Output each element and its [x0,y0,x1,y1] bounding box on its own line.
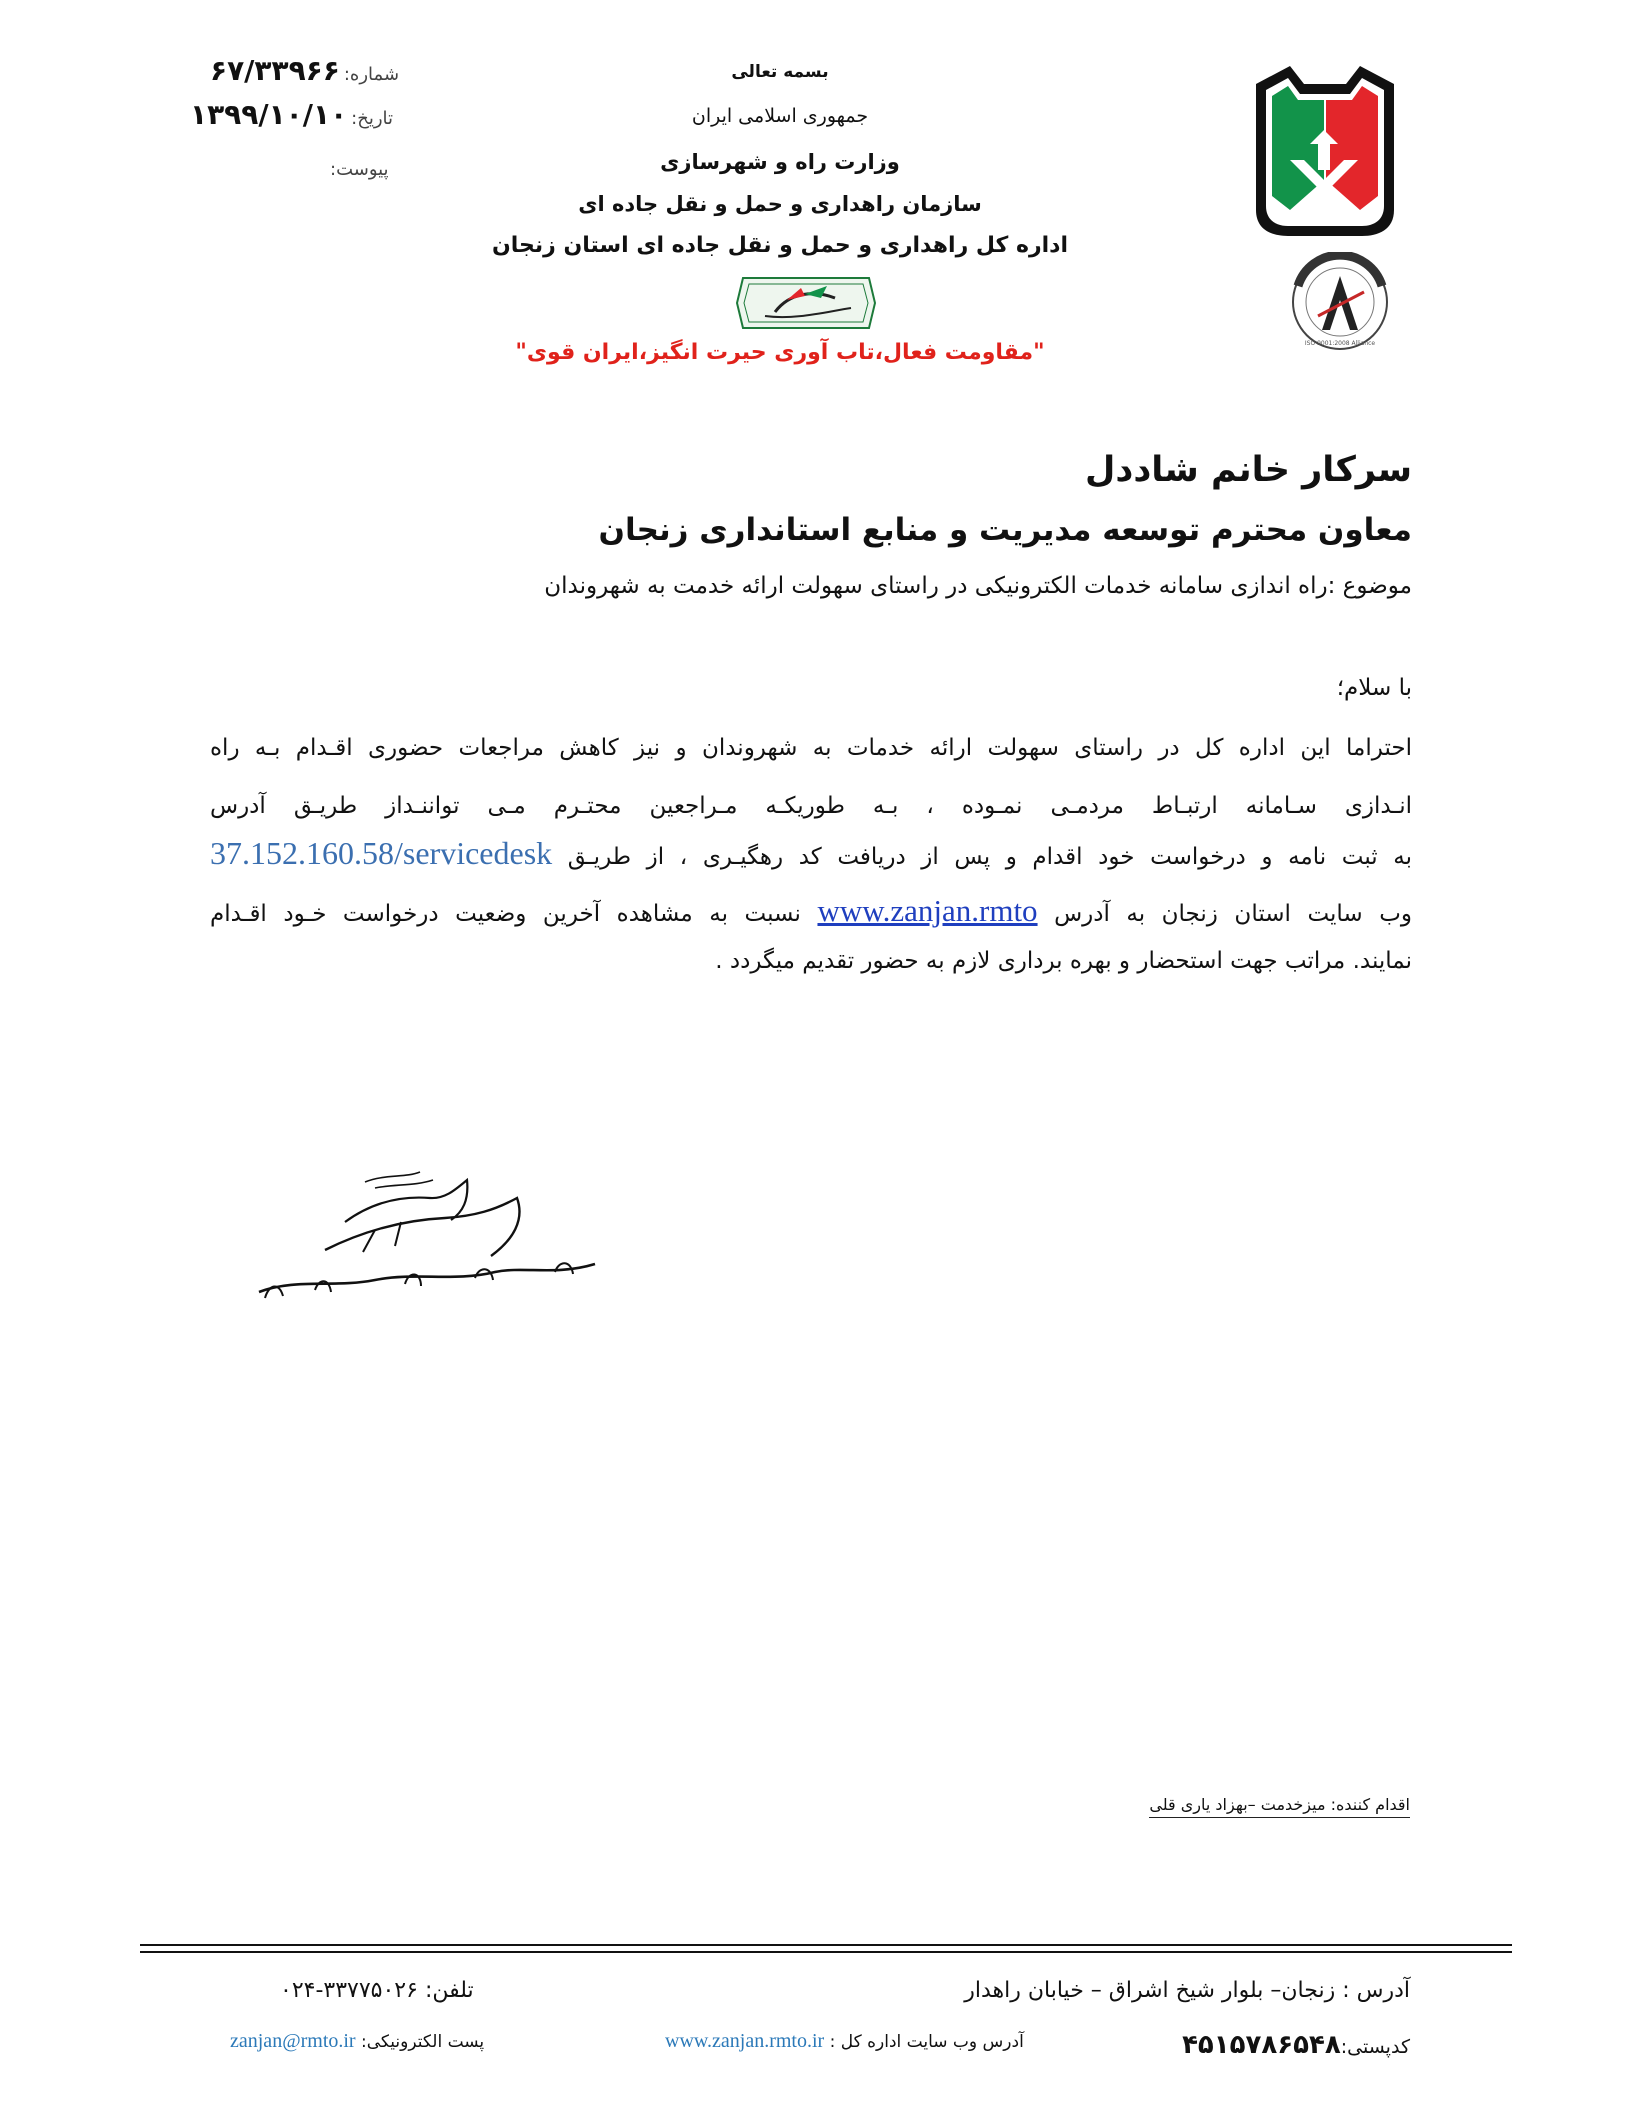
body-line-5: نمایند. مراتب جهت استحضار و بهره برداری لازم به حضور تقدیم میگردد . [715,948,1412,974]
republic-title: جمهوری اسلامی ایران [691,105,869,127]
letter-number-value: ۶۷/۳۳۹۶۶ [210,54,340,87]
action-by-line [1149,1795,1410,1818]
letter-date-row [190,98,393,131]
iso-seal-text: ISO 9001:2008 Alliance [1304,340,1376,347]
greeting: با سلام؛ [1336,675,1412,701]
footer-postcode-value: ۴۵۱۵۷۸۶۵۴۸ [1182,2030,1341,2060]
body-line-3 [210,835,1412,872]
letter-subject: موضوع :راه اندازی سامانه خدمات الکترونیکی در راستای سهولت ارائه خدمت به شهروندان [544,573,1412,599]
department-title: اداره کل راهداری و حمل و نقل جاده ای استان زنجان [491,233,1069,258]
footer-postcode [1182,2030,1410,2060]
letter-date-label: تاریخ: [351,108,394,129]
body-line-4-start: وب سایت استان زنجان به آدرس [1054,901,1412,927]
footer-postcode-label: کدپستی: [1340,2036,1410,2058]
action-by-label: اقدام کننده: [1330,1795,1410,1814]
action-by-value: میزخدمت –بهزاد یاری قلی [1149,1795,1326,1814]
iso-certification-seal-icon [1290,252,1390,352]
footer-email [230,2030,484,2053]
footer-website-label: آدرس وب سایت اداره کل : [829,2032,1024,2052]
body-line-2: انـدازی سـامانه ارتبـاط مردمـی نمـوده ، بـه طوریکـه مـراجعین محتـرم مـی تواننـداز طریـق آدرس [210,793,1412,819]
footer-phone-label: تلفن: [424,1978,474,2003]
footer-email-link[interactable]: zanjan@rmto.ir [230,2030,356,2052]
handwritten-signature [255,1160,615,1320]
footer-email-label: پست الکترونیکی: [361,2032,485,2052]
footer-website-link[interactable]: www.zanjan.rmto.ir [665,2030,825,2052]
footer-rule-bottom [140,1951,1512,1953]
road-maintenance-logo-icon [1250,60,1400,240]
footer-rule-top [140,1944,1512,1946]
attachment-row [330,158,389,180]
footer-phone-value: ۳۳۷۷۵۰۲۶-۰۲۴ [280,1978,418,2003]
letter-number-label: شماره: [343,64,400,85]
letter-number-row [210,54,399,87]
year-emblem-icon [735,272,877,334]
attachment-label: پیوست: [330,159,389,180]
ministry-title: وزارت راه و شهرسازی [660,150,900,174]
body-line-4 [210,893,1412,929]
body-line-4-end: نسبت به مشاهده آخرین وضعیت درخواست خـود اقـدام [210,901,801,927]
body-line-1: احتراما این اداره کل در راستای سهولت ارائه خدمات به شهروندان و نیز کاهش مراجعات حضوری اقـدام بـه راه [210,735,1412,761]
website-link[interactable]: www.zanjan.rmto [817,893,1038,928]
servicedesk-link[interactable]: 37.152.160.58/servicedesk [210,835,553,871]
bismillah: بسمه تعالی [731,62,829,82]
body-line-3-text: به ثبت نامه و درخواست خود اقدام و پس از دریافت کد رهگیـری ، از طریـق [567,844,1412,870]
footer-phone [280,1978,474,2003]
recipient-title: معاون محترم توسعه مدیریت و منابع استانداری زنجان [598,512,1412,548]
footer-address: آدرس : زنجان– بلوار شیخ اشراق – خیابان راهدار [964,1978,1410,2003]
organization-title: سازمان راهداری و حمل و نقل جاده ای [578,192,982,216]
letter-date-value: ۱۳۹۹/۱۰/۱۰ [190,98,348,131]
footer-website [665,2030,1024,2053]
recipient-name: سرکار خانم شاددل [1084,450,1412,490]
year-slogan: "مقاومت فعال،تاب آوری حیرت انگیز،ایران قوی" [515,340,1045,365]
